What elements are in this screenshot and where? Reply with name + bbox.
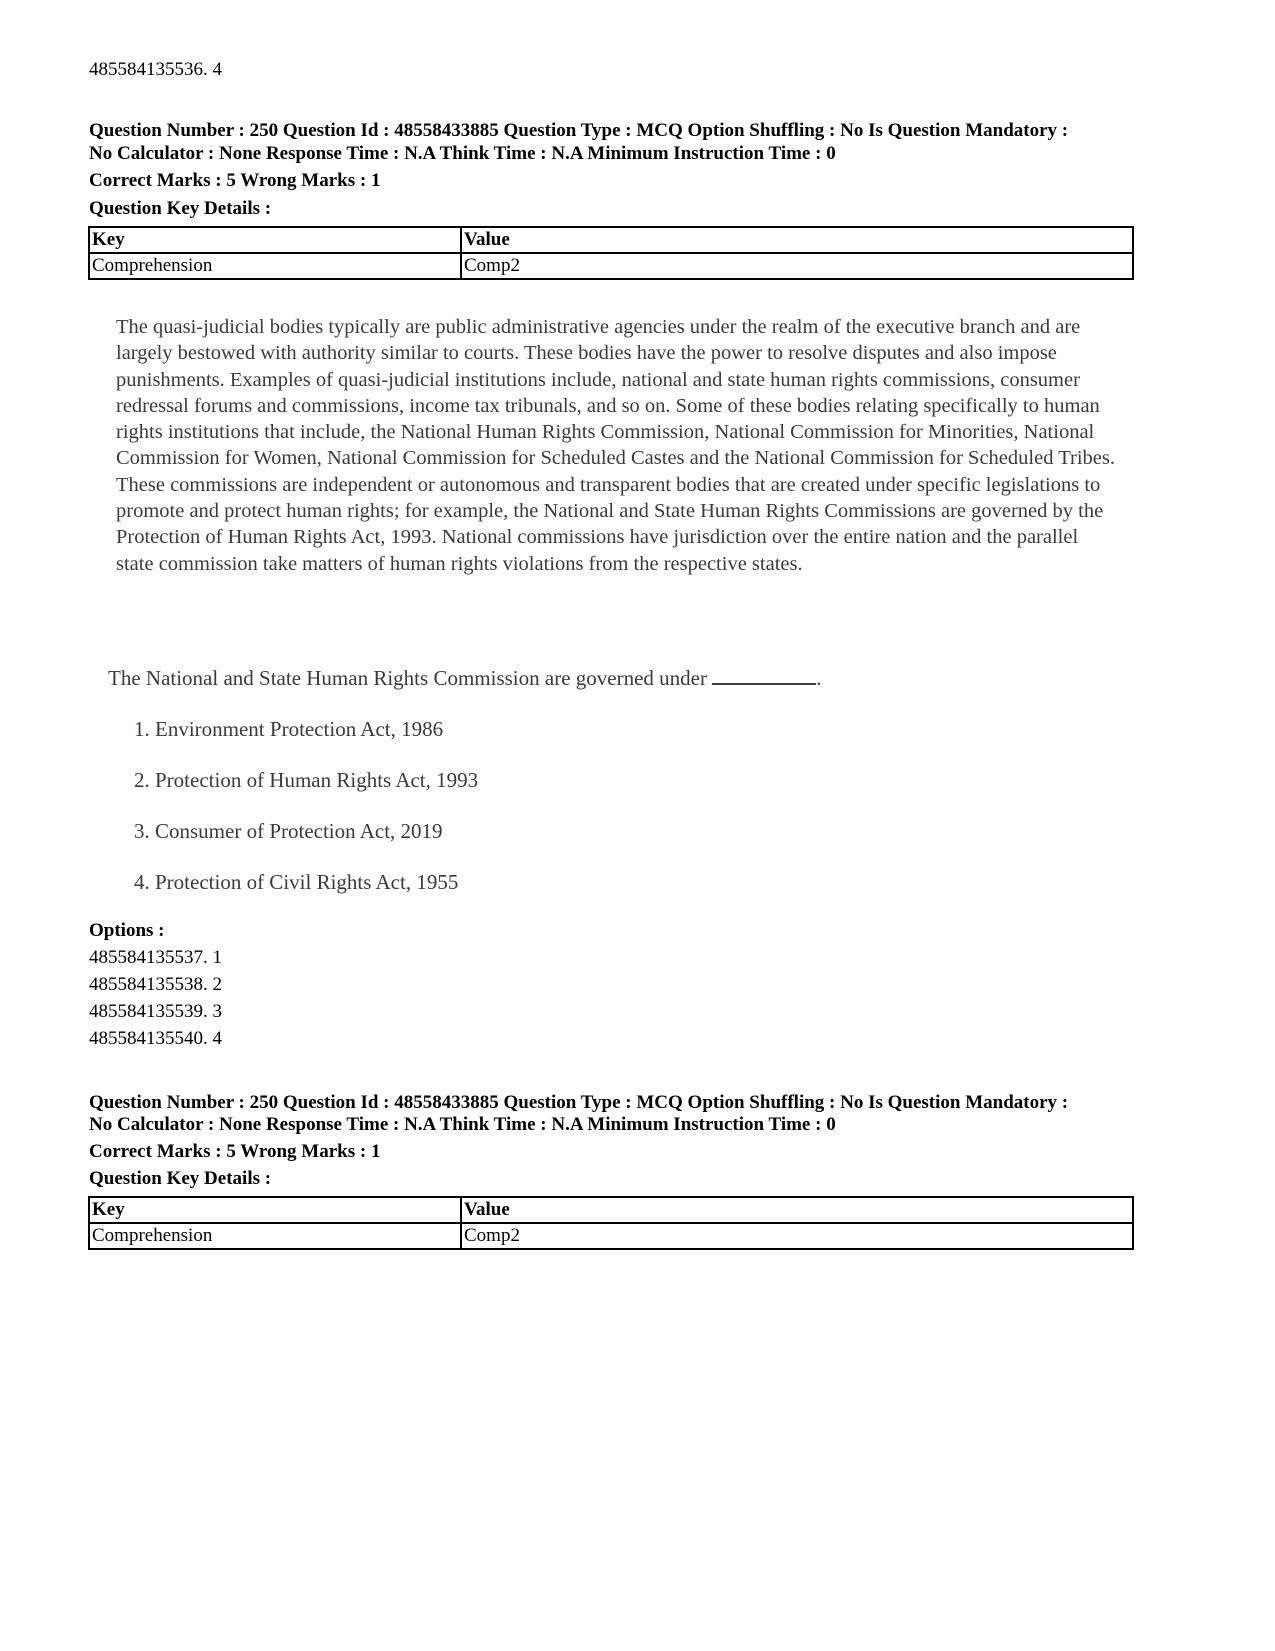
key-details-label: Question Key Details : (89, 1168, 272, 1189)
table-cell-value: Comp2 (461, 253, 1133, 279)
option-id-2: 485584135538. 2 (89, 974, 222, 995)
option-id-4: 485584135540. 4 (89, 1028, 222, 1049)
choice-4: 4. Protection of Civil Rights Act, 1955 (134, 870, 459, 894)
key-details-table (88, 226, 1134, 280)
question-end: . (816, 666, 822, 690)
comprehension-passage: The quasi-judicial bodies typically are public administrative agencies under the realm of the executive branch and are largely bestowed with authority similar to courts. These bodies have the power to resolve disputes and also impose punishments. Examples of quasi-judicial institutions include, national and state human rights commissions, consumer redressal forums and commissions, income tax tribunals, and so on. Some of these bodies relating specifically to human rights institutions that include, the National Human Rights Commission, National Commission for Minorities, National Commission for Women, National Commission for Scheduled Castes and the National Commission for Scheduled Tribes. These commissions are independent or autonomous and transparent bodies that are created under specific legislations to promote and protect human rights; for example, the National and State Human Rights Commissions are governed by the Protection of Human Rights Act, 1993. National commissions have jurisdiction over the entire nation and the parallel state commission take matters of human rights violations from the respective states. (116, 316, 1115, 575)
question-header-line-2: No Calculator : None Response Time : N.A Think Time : N.A Minimum Instruction Time : 0 (89, 143, 836, 164)
question-header-line-1: Question Number : 250 Question Id : 48558433885 Question Type : MCQ Option Shuffling : No Is Question Mandatory : (89, 120, 1069, 141)
choice-3: 3. Consumer of Protection Act, 2019 (134, 819, 443, 843)
table-cell-value: Comp2 (461, 1223, 1133, 1249)
options-label: Options : (89, 920, 165, 941)
option-id-3: 485584135539. 3 (89, 1001, 222, 1022)
table-header-value: Value (461, 1197, 1133, 1223)
question-text: The National and State Human Rights Commission are governed under (108, 666, 707, 690)
marks-line: Correct Marks : 5 Wrong Marks : 1 (89, 1141, 381, 1162)
table-header-row (89, 1197, 1133, 1223)
table-header-row (89, 227, 1133, 253)
question-header-line-2: No Calculator : None Response Time : N.A Think Time : N.A Minimum Instruction Time : 0 (89, 1114, 836, 1135)
table-header-key: Key (89, 1197, 461, 1223)
previous-option-line: 485584135536. 4 (89, 59, 222, 80)
question-stem (108, 665, 821, 691)
answer-blank (712, 665, 816, 685)
table-cell-key: Comprehension (89, 1223, 461, 1249)
option-id-1: 485584135537. 1 (89, 947, 222, 968)
choice-1: 1. Environment Protection Act, 1986 (134, 717, 444, 741)
question-header-line-1: Question Number : 250 Question Id : 48558433885 Question Type : MCQ Option Shuffling : No Is Question Mandatory : (89, 1092, 1069, 1113)
key-details-table (88, 1196, 1134, 1250)
key-details-label: Question Key Details : (89, 198, 272, 219)
table-cell-key: Comprehension (89, 253, 461, 279)
choice-2: 2. Protection of Human Rights Act, 1993 (134, 768, 479, 792)
table-row (89, 1223, 1133, 1249)
marks-line: Correct Marks : 5 Wrong Marks : 1 (89, 170, 381, 191)
table-header-key: Key (89, 227, 461, 253)
table-row (89, 253, 1133, 279)
table-header-value: Value (461, 227, 1133, 253)
